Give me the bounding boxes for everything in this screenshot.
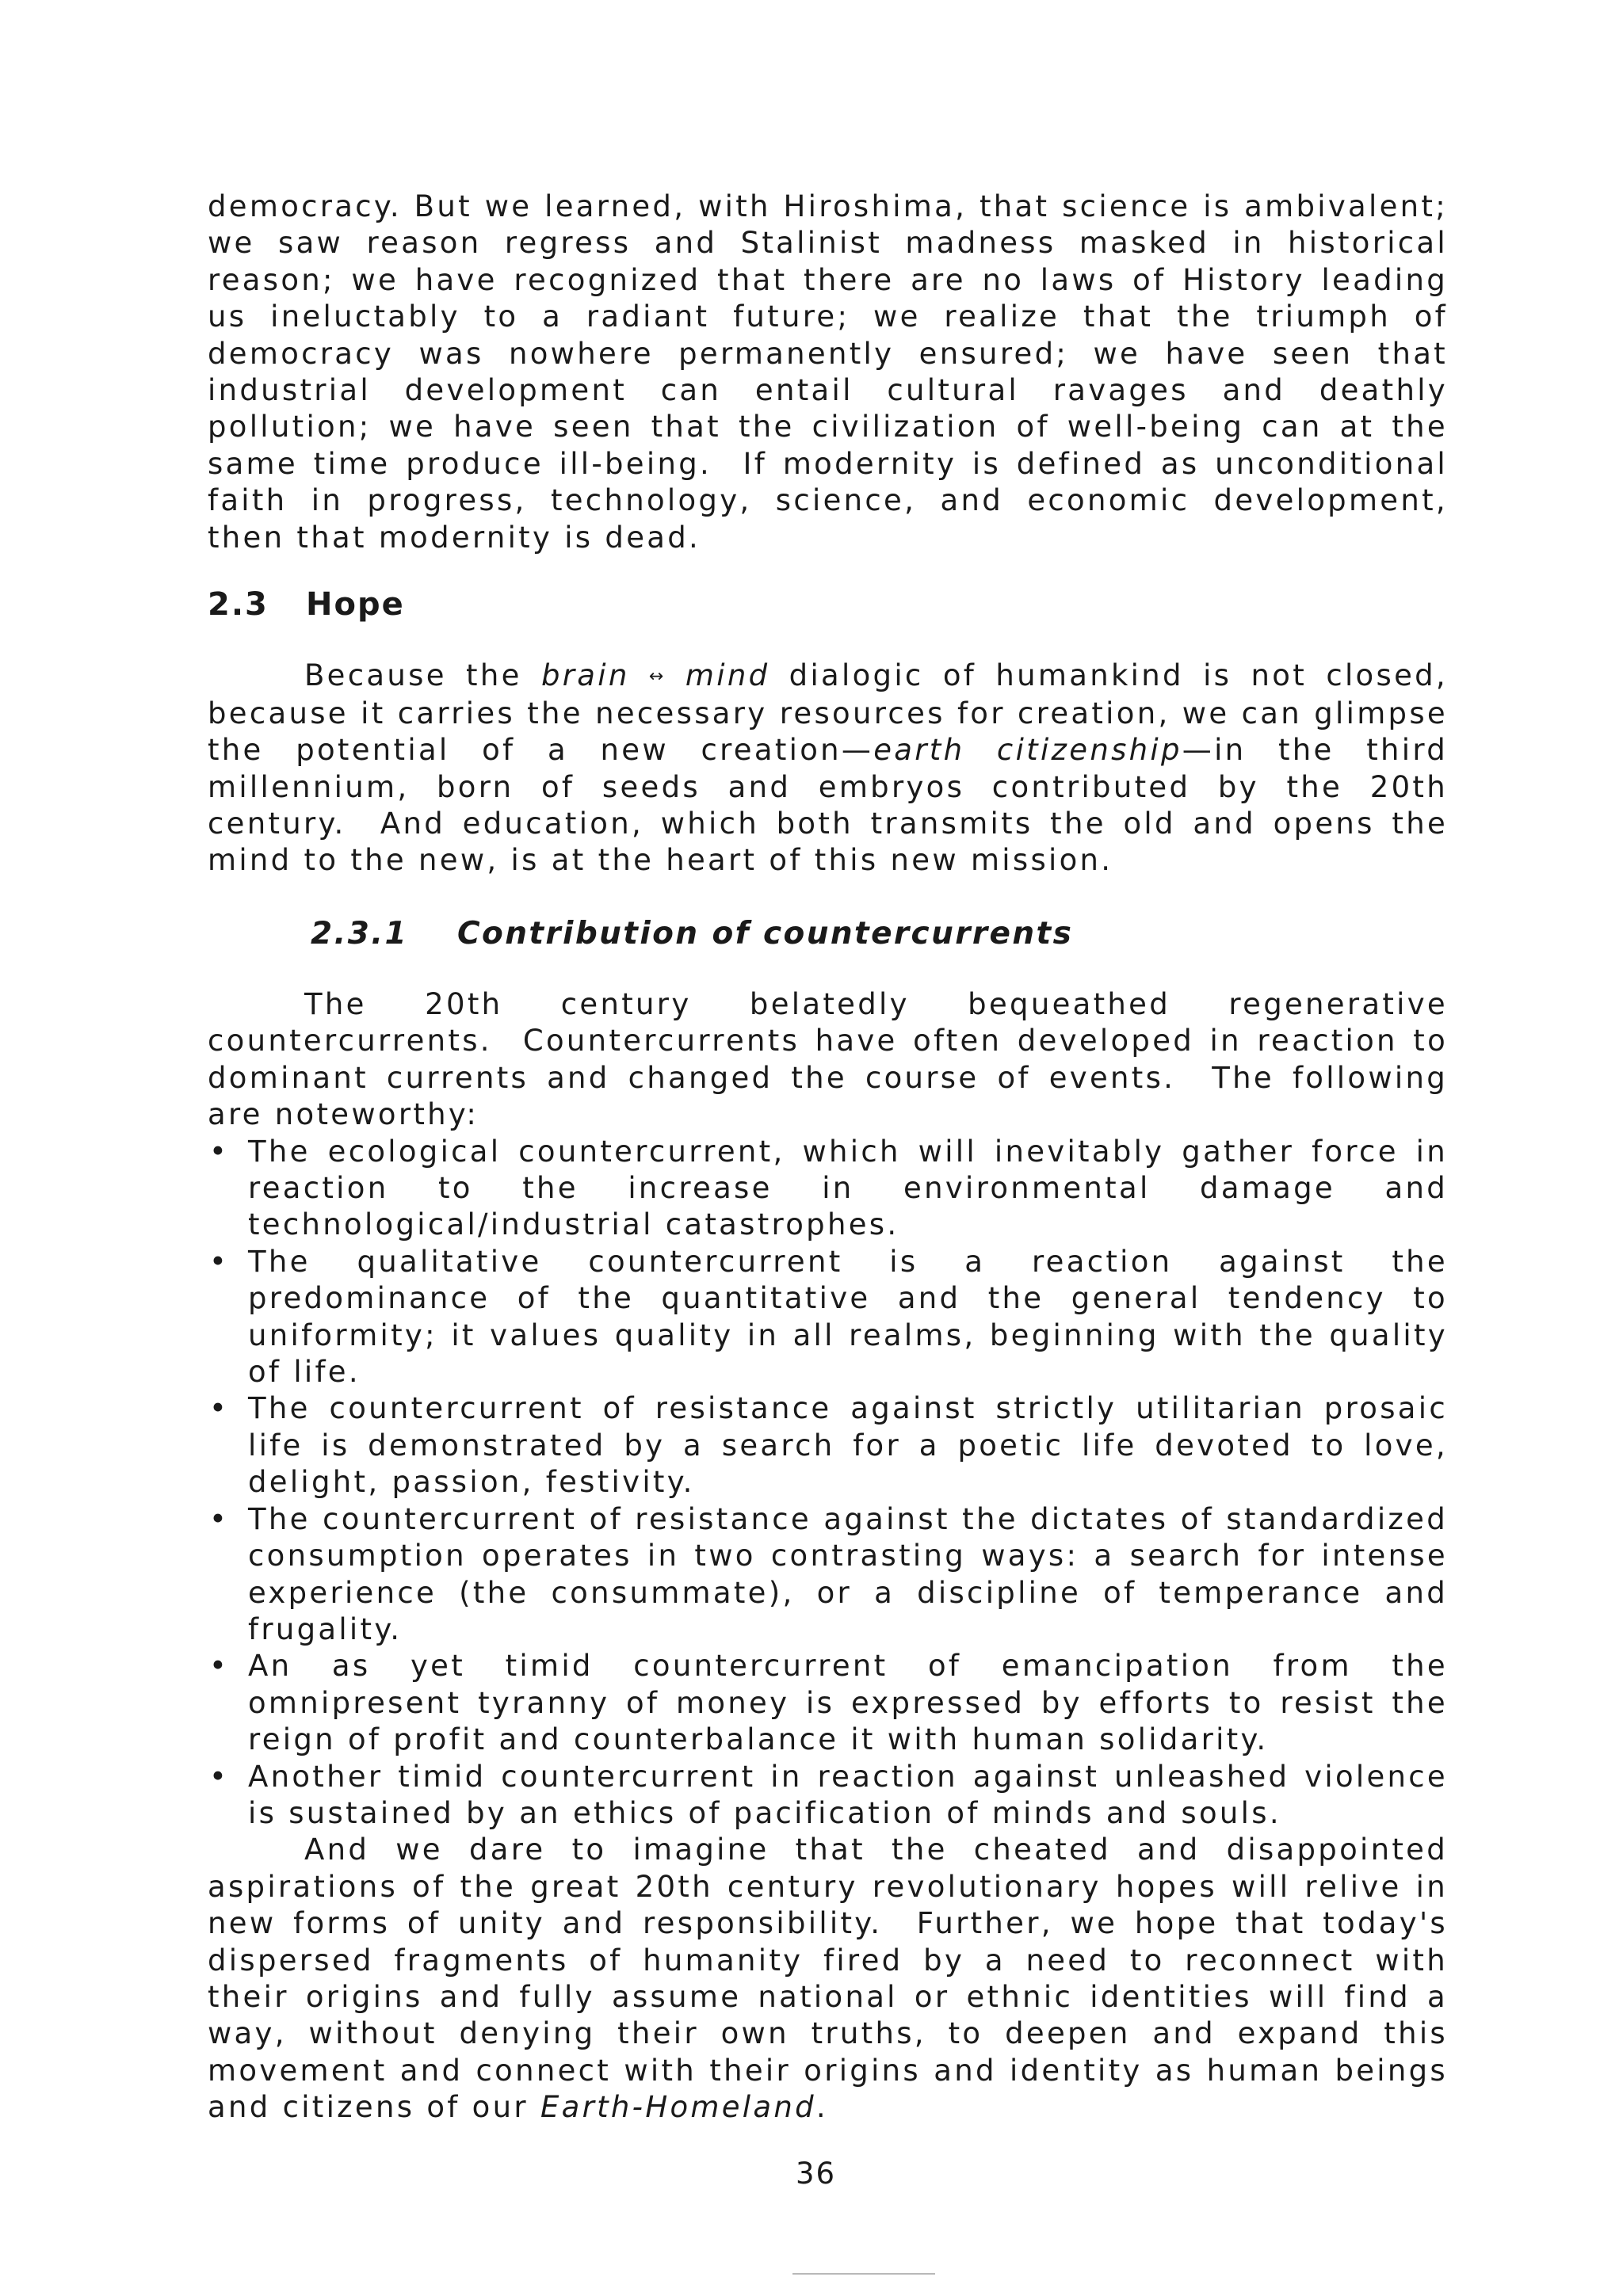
list-item — [208, 1134, 1448, 1244]
intro-paragraph — [208, 189, 1448, 556]
mind-term: mind — [685, 658, 770, 692]
brain-term: brain — [540, 658, 630, 692]
closing-text-3: . — [815, 2090, 828, 2125]
closing-text-2: Further, we hope that today's dispersed fragments of humanity fired by a need to reconnect with their origins and fully assume national or ethnic identities will find a way, without denying their own truths, to deepen and expand this movement and connect with their origins and identity as human beings and citizens of our — [208, 1906, 1448, 2125]
hope-paragraph — [208, 658, 1448, 879]
list-item — [208, 1759, 1448, 1833]
countercurrent-list — [208, 1134, 1448, 1833]
subsection-heading — [311, 916, 1073, 952]
countercurrents-intro — [208, 986, 1448, 1134]
section-number: 2.3 — [208, 586, 269, 623]
hope-text-2: dialogic of humankind is not closed, because it carries the necessary resources for creation, we can glimpse the potential of a new creation— — [208, 658, 1448, 768]
earth-homeland-term: Earth-Homeland — [540, 2090, 816, 2125]
list-item — [208, 1244, 1448, 1391]
list-item — [208, 1390, 1448, 1501]
list-item-text: The countercurrent of resistance against the dictates of standardized consumption operates in two contrasting ways: a search for intense experience (the consummate), or a discipline of temperance and frugality. — [248, 1501, 1448, 1646]
section-title: Hope — [306, 586, 405, 623]
list-item — [208, 1648, 1448, 1758]
list-item-text: Another timid countercurrent in reaction against unleashed violence is sustained by an ethics of pacification of minds and souls. — [248, 1759, 1448, 1830]
bullet-glyph: • — [209, 1759, 230, 1794]
countercurrents-intro-1: The 20th century belatedly bequeathed regenerative countercurrents. — [208, 987, 1448, 1058]
bullet-glyph: • — [209, 1649, 230, 1684]
hope-text-3: —in the third millennium, born of seeds and embryos contributed by the 20th century. — [208, 733, 1448, 841]
list-item-text: The countercurrent of resistance against strictly utilitarian prosaic life is demonstrated by a search for a poetic life devoted to love, delight, passion, festivity. — [248, 1391, 1448, 1500]
list-item-text: The qualitative countercurrent is a reaction against the predominance of the quantitative and the general tendency to uniformity; it values quality in all realms, beginning with the quality of life. — [248, 1244, 1448, 1390]
subsection-title: Contribution of countercurrents — [457, 916, 1074, 952]
list-item — [208, 1501, 1448, 1649]
bullet-glyph: • — [209, 1134, 230, 1169]
countercurrents-section — [208, 986, 1448, 2126]
hope-text-4: And education, which both transmits the old and opens the mind to the new, is at the heart of this new mission. — [208, 806, 1449, 878]
subsection-number: 2.3.1 — [311, 916, 409, 952]
list-item-text: The ecological countercurrent, which will inevitably gather force in reaction to the increase in environmental damage and technological/industrial catastrophes. — [248, 1134, 1448, 1242]
closing-text-1: And we dare to imagine that the cheated and disappointed aspirations of the great 20th century revolutionary hopes will relive in new forms of unity and responsibility. — [208, 1833, 1448, 1941]
hope-text-1: Because the — [304, 658, 541, 692]
bullet-glyph: • — [209, 1244, 230, 1279]
bidirectional-arrow: ↔ — [648, 666, 666, 687]
list-item-text: An as yet timid countercurrent of emancipation from the omnipresent tyranny of money is expressed by efforts to resist the reign of profit and counterbalance it with human solidarity. — [248, 1649, 1448, 1757]
intro-text-1: democracy. But we learned, with Hiroshima, that science is ambivalent; we saw reason regress and Stalinist madness masked in historical reason; we have recognized that there are no laws of History leading us ineluctably to a radiant future; we realize that the triumph of democracy was nowhere permanently ensured; we have seen that industrial development can entail cultural ravages and deathly pollution; we have seen that the civilization of well-being can at the same time produce ill-being. — [208, 189, 1448, 481]
bullet-glyph: • — [209, 1501, 230, 1536]
countercurrents-intro-2: Countercurrents have often developed in reaction to dominant currents and changed the course of events. — [208, 1024, 1449, 1095]
closing-paragraph — [208, 1832, 1448, 2126]
earth-citizenship-term: earth citizenship — [873, 733, 1182, 768]
page-number: 36 — [796, 2157, 837, 2191]
intro-text-2: If modernity is defined as unconditional faith in progress, technology, science, and economic development, then that modernity is dead. — [208, 446, 1448, 555]
bullet-glyph: • — [209, 1391, 230, 1426]
scan-artifact-line — [792, 2273, 935, 2275]
countercurrents-intro-3: The following are noteworthy: — [208, 1060, 1449, 1132]
section-heading — [208, 586, 405, 623]
